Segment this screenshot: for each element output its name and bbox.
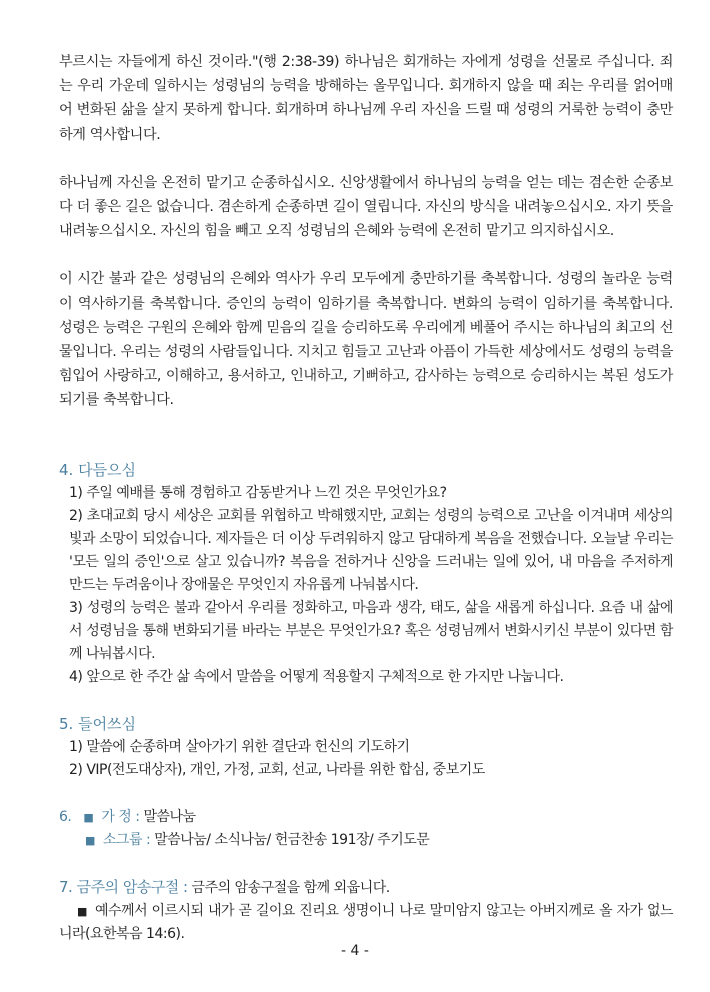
- square-bullet-icon: ■: [77, 904, 87, 918]
- section-7-intro: 금주의 암송구절을 함께 외웁니다.: [187, 879, 390, 896]
- page-number: - 4 -: [341, 943, 369, 959]
- section-7-verse: 예수께서 이르시되 내가 곧 길이요 진리요 생명이니 나로 말미암지 않고는 아버지께로 올 자가 없느니라(요한복음 14:6).: [59, 902, 673, 942]
- section-5-item-2: 2) VIP(전도대상자), 개인, 가정, 교회, 선교, 나라를 위한 합심, 중보기도: [69, 761, 485, 778]
- section-6-value-2: 말씀나눔/ 소식나눔/ 헌금찬송 191장/ 주기도문: [154, 831, 430, 848]
- square-bullet-icon: ■: [83, 810, 94, 824]
- section-7-verse-line: [59, 900, 673, 946]
- paragraph-1: 부르시는 자들에게 하신 것이라."(행 2:38-39) 하나님은 회개하는 자에게 성령을 선물로 주십니다. 죄는 우리 가운데 일하시는 성령님의 능력을 방해하는 올무입니다. 회개하지 않을 때 죄는 우리를 얽어매어 변화된 삶을 살지 못하게 합니다. 회개하며 하나님께 우리 자신을 드릴 때 성령의 거룩한 능력이 충만하게 역사합니다.: [59, 54, 673, 143]
- section-6-label-2: 소그룹 :: [103, 831, 151, 848]
- section-7: [59, 876, 673, 946]
- section-4-item-4: 4) 앞으로 한 주간 삶 속에서 말씀을 어떻게 적용할지 구체적으로 한 가지만 나눕니다.: [69, 668, 564, 685]
- square-bullet-icon: ■: [85, 833, 95, 847]
- section-5: [59, 713, 673, 782]
- paragraph-2: 하나님께 자신을 온전히 맡기고 순종하십시오. 신앙생활에서 하나님의 능력을 얻는 데는 겸손한 순종보다 더 좋은 길은 없습니다. 겸손하게 순종하면 길이 열립니다. 자신의 방식을 내려놓으십시오. 자기 뜻을 내려놓으십시오. 자신의 힘을 빼고 오직 성령님의 은혜와 능력에 온전히 맡기고 의지하십시오.: [59, 174, 673, 240]
- section-4-item-3: 3) 성령의 능력은 불과 같아서 우리를 정화하고, 마음과 생각, 태도, 삶을 새롭게 하십니다. 요즘 내 삶에서 성령님을 통해 변화되기를 바라는 부분은 무엇인가요? 혹은 성령님께서 변화시키신 부분이 있다면 함께 나눠봅시다.: [69, 599, 673, 662]
- section-4-item-1: 1) 주일 예배를 통해 경험하고 감동받거나 느낀 것은 무엇인가요?: [69, 484, 447, 501]
- section-6-value-1: 말씀나눔: [143, 808, 196, 825]
- page-content: [59, 50, 673, 946]
- section-7-heading: [59, 876, 673, 900]
- section-5-title: 5. 들어쓰심: [59, 714, 137, 733]
- section-4: [59, 459, 673, 689]
- paragraph-3: 이 시간 불과 같은 성령님의 은혜와 역사가 우리 모두에게 충만하기를 축복합니다. 성령의 놀라운 능력이 역사하기를 축복합니다. 증인의 능력이 임하기를 축복합니다. 변화의 능력이 임하기를 축복합니다. 성령은 능력은 구원의 은혜와 함께 믿음의 길을 승리하도록 우리에게 베풀어 주시는 하나님의 최고의 선물입니다. 우리는 성령의 사람들입니다. 지치고 힘들고 고난과 아픔이 가득한 세상에서도 성령의 능력을 힘입어 사랑하고, 이해하고, 용서하고, 인내하고, 기뻐하고, 감사하는 능력으로 승리하시는 복된 성도가 되기를 축복합니다.: [59, 271, 673, 409]
- section-7-title: 7. 금주의 암송구절 :: [59, 877, 188, 896]
- section-5-item-1: 1) 말씀에 순종하며 살아가기 위한 결단과 헌신의 기도하기: [69, 738, 410, 755]
- section-4-item-2: 2) 초대교회 당시 세상은 교회를 위협하고 박해했지만, 교회는 성령의 능력으로 고난을 이겨내며 세상의 빛과 소망이 되었습니다. 제자들은 더 이상 두려워하지 않고 담대하게 복음을 전했습니다. 오늘날 우리는 '모든 일의 증인'으로 살고 있습니까? 복음을 전하거나 신앙을 드러내는 일에 있어, 내 마음을 주저하게 만드는 두려움이나 장애물은 무엇인지 자유롭게 나눠봅시다.: [69, 507, 673, 593]
- section-6: [59, 806, 673, 852]
- section-6-row-1: [59, 806, 673, 829]
- section-4-title: 4. 다듬으심: [59, 460, 137, 479]
- section-6-number: 6.: [59, 808, 72, 825]
- section-6-label-1: 가 정 :: [101, 808, 140, 825]
- section-6-row-2: [59, 829, 673, 852]
